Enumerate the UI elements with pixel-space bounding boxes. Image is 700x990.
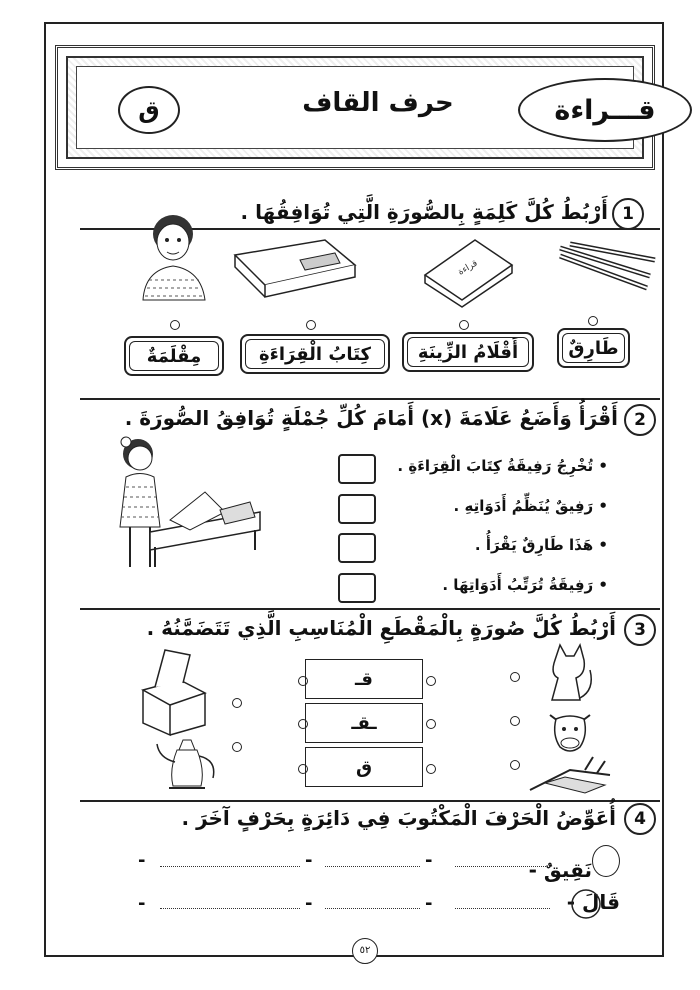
- checkbox-sentence-1[interactable]: [338, 454, 376, 484]
- question-1-number: 1: [612, 198, 644, 230]
- q3-dot-right-2[interactable]: [510, 716, 520, 726]
- syllable-box-medial[interactable]: ـقـ: [305, 703, 423, 743]
- plow-picture: [525, 755, 620, 800]
- dash-2-3: -: [138, 893, 146, 914]
- syllable-box-final[interactable]: ق: [305, 747, 423, 787]
- answer-line-1-3[interactable]: [160, 866, 300, 867]
- colored-pencils-picture: [555, 238, 660, 298]
- reading-book-picture: [420, 235, 515, 305]
- question-2-instruction: أَقْرَأُ وَأَضَعُ عَلَامَةَ (x) أَمَامَ كُلِّ جُمْلَةٍ تُوَافِقُ الصُّورَةَ .: [124, 406, 618, 430]
- checkbox-sentence-4[interactable]: [338, 573, 376, 603]
- dash-2-2: -: [305, 893, 313, 914]
- answer-line-1-2[interactable]: [325, 866, 420, 867]
- sentence-3: • هَذَا طَارِقٌ يَقْرَأُ .: [474, 536, 608, 554]
- q3-dot-left-2[interactable]: [232, 742, 242, 752]
- q3-dot-right-3[interactable]: [510, 760, 520, 770]
- sentence-2: • رَفِيقٌ يُنَظِّمُ أَدَوَاتِهِ .: [453, 497, 608, 515]
- divider-q4: [80, 800, 660, 802]
- dash-1-1: -: [425, 850, 433, 871]
- divider-q3: [80, 608, 660, 610]
- svg-text:قراءة: قراءة: [456, 258, 480, 278]
- question-4-instruction: أُعَوِّضُ الْحَرْفَ الْمَكْتُوبَ فِي دَائِرَةٍ بِحَرْفٍ آخَرَ .: [181, 806, 616, 830]
- word-box-reading-book[interactable]: كِتَابُ الْقِرَاءَةِ: [240, 334, 390, 374]
- word-box-pencil-case[interactable]: مِقْلَمَةٌ: [124, 336, 224, 376]
- question-1-instruction: أَرْبُطُ كُلَّ كَلِمَةٍ بِالصُّورَةِ الَّتِي تُوَافِقُهَا .: [240, 200, 608, 224]
- divider-q2: [80, 398, 660, 400]
- dash-2-1: -: [425, 893, 433, 914]
- girl-at-desk-picture: [110, 432, 270, 572]
- subject-oval: قـــراءة: [518, 78, 692, 142]
- answer-line-2-2[interactable]: [325, 908, 420, 909]
- boy-picture: [135, 210, 215, 305]
- word-box-colored-pencils[interactable]: أَقْلَامُ الزِّينَةِ: [402, 332, 534, 372]
- dash-1-2: -: [305, 850, 313, 871]
- cat-picture: [540, 640, 600, 705]
- syllable-box-initial[interactable]: قـ: [305, 659, 423, 699]
- box-picture: [135, 645, 210, 735]
- header-frame: [55, 45, 655, 170]
- q3-dot-syll-2-right[interactable]: [426, 719, 436, 729]
- q4-word-2: قَالَ -: [566, 890, 620, 914]
- q1-dot-2[interactable]: [306, 320, 316, 330]
- answer-line-2-3[interactable]: [160, 908, 300, 909]
- dash-1-3: -: [138, 850, 146, 871]
- page-title: حرف القاف: [302, 88, 454, 118]
- q4-word-1: نَقِيقٌ -: [529, 845, 620, 882]
- q1-dot-4[interactable]: [588, 316, 598, 326]
- page-number: ٥٢: [352, 938, 378, 964]
- letter-oval: ق: [118, 86, 180, 134]
- circled-letter-nun: [592, 845, 620, 877]
- question-4-number: 4: [624, 803, 656, 835]
- answer-line-1-1[interactable]: [455, 866, 550, 867]
- sentence-4: • رَفِيقَةُ تُرَتِّبُ أَدَوَاتِهَا .: [442, 576, 608, 594]
- q3-dot-right-1[interactable]: [510, 672, 520, 682]
- checkbox-sentence-2[interactable]: [338, 494, 376, 524]
- question-2-number: 2: [624, 404, 656, 436]
- sentence-1: • تُخْرِجُ رَفِيقَةُ كِتَابَ الْقِرَاءَةِ .: [397, 457, 608, 475]
- checkbox-sentence-3[interactable]: [338, 533, 376, 563]
- pencil-case-picture: [230, 235, 360, 305]
- q1-dot-1[interactable]: [170, 320, 180, 330]
- question-3-instruction: أَرْبُطُ كُلَّ صُورَةٍ بِالْمَقْطَعِ الْمُنَاسِبِ الَّذِي تَتَضَمَّنُهُ .: [146, 616, 616, 640]
- coffee-pot-picture: [155, 730, 225, 795]
- q1-dot-3[interactable]: [459, 320, 469, 330]
- answer-line-2-1[interactable]: [455, 908, 550, 909]
- circled-letter-alif: [570, 888, 602, 920]
- q3-dot-syll-1-right[interactable]: [426, 676, 436, 686]
- question-3-number: 3: [624, 614, 656, 646]
- word-box-tariq[interactable]: طَارِقٌ: [557, 328, 630, 368]
- q3-dot-left-1[interactable]: [232, 698, 242, 708]
- q3-dot-syll-3-right[interactable]: [426, 764, 436, 774]
